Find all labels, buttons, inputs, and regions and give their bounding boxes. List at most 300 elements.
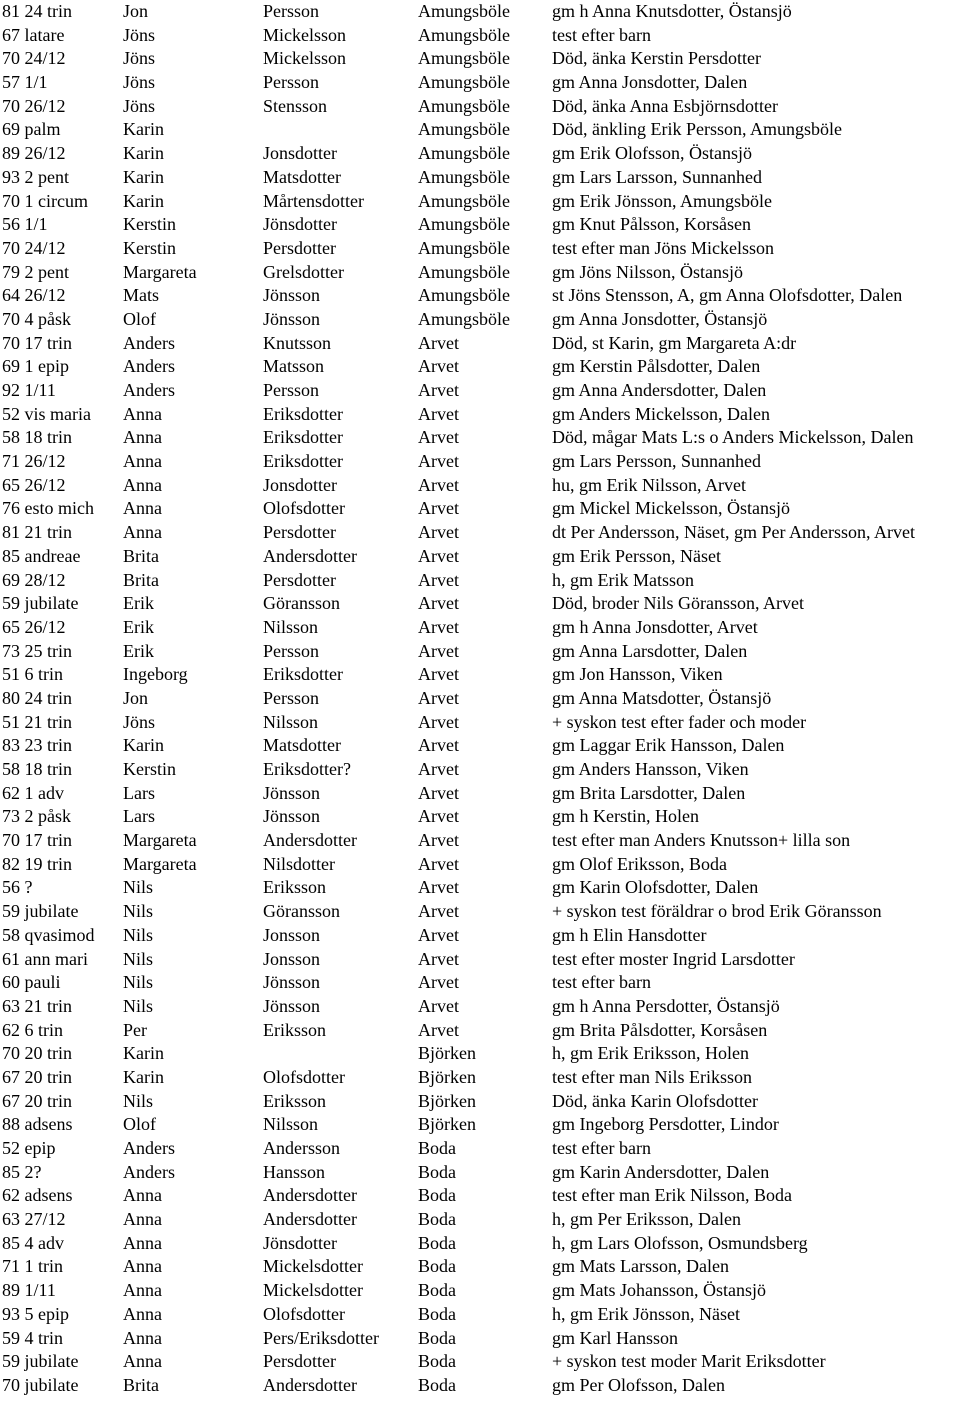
record-date: 70 17 trin (2, 830, 72, 851)
record-date: 70 20 trin (2, 1043, 72, 1064)
record-first-name: Jöns (123, 711, 156, 732)
record-first-name: Nils (123, 924, 154, 945)
record-place: Arvet (418, 924, 459, 945)
record-date: 73 2 påsk (2, 806, 71, 827)
record-surname: Jönsson (263, 782, 321, 803)
record-first-name: Erik (123, 593, 154, 614)
record-date: 63 21 trin (2, 995, 72, 1016)
record-surname: Mickelsson (263, 48, 346, 69)
table-row (0, 1232, 960, 1256)
record-note: test efter barn (552, 1138, 651, 1158)
record-place: Boda (418, 1185, 456, 1206)
record-date: 81 24 trin (2, 1, 72, 21)
record-place: Arvet (418, 640, 459, 661)
record-place: Amungsböle (418, 285, 510, 306)
record-first-name: Anna (123, 1303, 162, 1324)
record-note: test efter moster Ingrid Larsdotter (552, 948, 795, 969)
table-row (0, 545, 960, 569)
record-first-name: Jöns (123, 95, 156, 116)
table-row (0, 971, 960, 995)
table-row (0, 497, 960, 521)
record-first-name: Nils (123, 901, 154, 922)
record-note: gm Karl Hansson (552, 1327, 678, 1348)
record-place: Arvet (418, 593, 459, 614)
record-place: Arvet (418, 711, 459, 732)
record-date: 85 4 adv (2, 1232, 64, 1253)
record-surname: Nilsson (263, 711, 319, 732)
record-surname: Eriksson (263, 1019, 326, 1040)
table-row (0, 758, 960, 782)
record-date: 70 4 påsk (2, 308, 71, 329)
record-date: 52 vis maria (2, 403, 91, 424)
record-surname: Andersdotter (263, 1374, 357, 1395)
record-place: Boda (418, 1209, 456, 1230)
record-surname: Jönsdotter (263, 1232, 337, 1253)
record-surname: Eriksson (263, 877, 326, 898)
record-first-name: Karin (123, 735, 164, 756)
record-place: Amungsböle (418, 166, 510, 187)
table-row (0, 995, 960, 1019)
record-first-name: Anders (123, 1161, 175, 1182)
table-row (0, 711, 960, 735)
record-note: gm Ingeborg Persdotter, Lindor (552, 1114, 779, 1135)
record-first-name: Anders (123, 356, 175, 377)
record-surname: Persdotter (263, 237, 336, 258)
table-row (0, 1184, 960, 1208)
record-first-name: Anna (123, 1232, 162, 1253)
record-date: 73 25 trin (2, 640, 72, 661)
record-note: h, gm Erik Matsson (552, 569, 694, 590)
table-row (0, 1350, 960, 1374)
record-first-name: Karin (123, 190, 164, 211)
record-surname: Mickelsdotter (263, 1256, 363, 1277)
record-first-name: Brita (123, 545, 159, 566)
record-place: Arvet (418, 403, 459, 424)
record-date: 70 26/12 (2, 95, 66, 116)
record-note: gm Erik Jönsson, Amungsböle (552, 190, 773, 211)
record-surname: Persson (263, 1, 320, 21)
record-place: Amungsböle (418, 95, 510, 116)
record-place: Arvet (418, 427, 459, 448)
record-surname: Mickelsson (263, 24, 346, 45)
record-date: 71 26/12 (2, 451, 66, 472)
record-note: gm h Anna Jonsdotter, Arvet (552, 616, 758, 637)
record-place: Boda (418, 1374, 456, 1395)
record-note: gm Anna Larsdotter, Dalen (552, 640, 748, 661)
table-row (0, 261, 960, 285)
table-row (0, 948, 960, 972)
record-first-name: Nils (123, 995, 154, 1016)
record-surname: Knutsson (263, 332, 332, 353)
record-date: 70 24/12 (2, 48, 66, 69)
table-row (0, 876, 960, 900)
table-row (0, 1279, 960, 1303)
record-note: gm Anna Matsdotter, Östansjö (552, 687, 772, 708)
record-first-name: Lars (123, 782, 155, 803)
table-row (0, 474, 960, 498)
record-surname: Persson (263, 380, 320, 400)
record-note: gm Mats Larsson, Dalen (552, 1256, 729, 1277)
record-note: Död, änka Anna Esbjörnsdotter (552, 95, 778, 116)
record-note: gm Jöns Nilsson, Östansjö (552, 261, 744, 282)
record-first-name: Ingeborg (123, 664, 188, 685)
table-row (0, 734, 960, 758)
record-date: 59 4 trin (2, 1327, 63, 1348)
table-row (0, 379, 960, 403)
table-row (0, 166, 960, 190)
record-surname: Andersson (263, 1138, 340, 1158)
record-surname: Olofsdotter (263, 1303, 345, 1324)
record-date: 70 1 circum (2, 190, 88, 211)
table-row (0, 1208, 960, 1232)
record-place: Arvet (418, 498, 459, 519)
record-date: 83 23 trin (2, 735, 72, 756)
record-surname: Göransson (263, 593, 340, 614)
table-row (0, 308, 960, 332)
record-first-name: Anna (123, 403, 162, 424)
record-place: Amungsböle (418, 72, 510, 93)
record-note: test efter man Nils Eriksson (552, 1066, 752, 1087)
record-surname: Jonsdotter (263, 474, 337, 495)
record-note: test efter man Jöns Mickelsson (552, 237, 774, 258)
record-first-name: Jon (123, 687, 149, 708)
record-date: 60 pauli (2, 972, 61, 993)
record-note: test efter barn (552, 972, 651, 993)
record-surname: Hansson (263, 1161, 325, 1182)
record-place: Arvet (418, 853, 459, 874)
record-note: gm Brita Larsdotter, Dalen (552, 782, 746, 803)
record-note: Död, änka Karin Olofsdotter (552, 1090, 758, 1111)
record-surname: Jonsson (263, 948, 321, 969)
table-row (0, 47, 960, 71)
record-first-name: Anna (123, 1185, 162, 1206)
record-note: test efter man Anders Knutsson+ lilla son (552, 830, 851, 851)
record-note: Död, broder Nils Göransson, Arvet (552, 593, 804, 614)
record-note: gm Per Olofsson, Dalen (552, 1374, 725, 1395)
table-row (0, 213, 960, 237)
record-first-name: Kerstin (123, 759, 176, 779)
record-first-name: Margareta (123, 830, 197, 851)
record-surname: Jönsson (263, 972, 321, 993)
record-surname: Persson (263, 640, 320, 661)
record-place: Boda (418, 1303, 456, 1324)
table-row (0, 521, 960, 545)
record-place: Boda (418, 1138, 456, 1158)
record-date: 57 1/1 (2, 72, 48, 93)
record-surname: Matsdotter (263, 166, 341, 187)
record-place: Boda (418, 1256, 456, 1277)
record-place: Amungsböle (418, 308, 510, 329)
record-date: 69 28/12 (2, 569, 66, 590)
record-surname: Olofsdotter (263, 498, 345, 519)
record-note: gm Olof Eriksson, Boda (552, 853, 727, 874)
record-first-name: Anna (123, 1280, 162, 1301)
record-first-name: Jöns (123, 24, 156, 45)
record-date: 70 24/12 (2, 237, 66, 258)
record-date: 58 qvasimod (2, 924, 95, 945)
table-row (0, 1161, 960, 1185)
record-first-name: Anna (123, 474, 162, 495)
record-surname: Eriksdotter (263, 403, 343, 424)
record-first-name: Mats (123, 285, 159, 306)
record-date: 80 24 trin (2, 687, 72, 708)
record-date: 69 1 epip (2, 356, 69, 377)
record-note: + syskon test föräldrar o brod Erik Göransson (552, 901, 882, 922)
record-date: 62 adsens (2, 1185, 73, 1206)
record-date: 62 1 adv (2, 782, 64, 803)
table-row (0, 1255, 960, 1279)
record-surname: Mårtensdotter (263, 190, 364, 211)
record-surname: Andersdotter (263, 545, 357, 566)
record-first-name: Karin (123, 119, 164, 140)
record-date: 56 ? (2, 877, 33, 898)
record-note: Död, st Karin, gm Margareta A:dr (552, 332, 797, 353)
table-row (0, 450, 960, 474)
record-date: 93 5 epip (2, 1303, 69, 1324)
record-note: gm Jon Hansson, Viken (552, 664, 723, 685)
record-place: Arvet (418, 782, 459, 803)
record-surname: Jönsson (263, 806, 321, 827)
record-first-name: Jöns (123, 72, 156, 93)
record-surname: Grelsdotter (263, 261, 344, 282)
record-place: Björken (418, 1066, 476, 1087)
record-place: Arvet (418, 332, 459, 353)
record-note: h, gm Lars Olofsson, Osmundsberg (552, 1232, 808, 1253)
record-surname: Jönsson (263, 995, 321, 1016)
table-row (0, 592, 960, 616)
record-place: Arvet (418, 687, 459, 708)
record-place: Arvet (418, 995, 459, 1016)
record-surname: Andersdotter (263, 1185, 357, 1206)
table-row (0, 1113, 960, 1137)
table-row (0, 118, 960, 142)
table-row (0, 1374, 960, 1398)
record-surname: Andersdotter (263, 830, 357, 851)
record-first-name: Nils (123, 972, 154, 993)
record-note: gm h Elin Hansdotter (552, 924, 707, 945)
record-date: 85 andreae (2, 545, 81, 566)
record-date: 64 26/12 (2, 285, 66, 306)
record-first-name: Margareta (123, 261, 197, 282)
record-note: gm Karin Olofsdotter, Dalen (552, 877, 759, 898)
record-first-name: Karin (123, 1043, 164, 1064)
table-row (0, 782, 960, 806)
record-note: gm Mickel Mickelsson, Östansjö (552, 498, 790, 519)
record-place: Björken (418, 1114, 476, 1135)
table-row (0, 1327, 960, 1351)
record-first-name: Nils (123, 948, 154, 969)
record-place: Amungsböle (418, 237, 510, 258)
table-row (0, 924, 960, 948)
record-note: gm h Anna Persdotter, Östansjö (552, 995, 780, 1016)
record-date: 58 18 trin (2, 427, 72, 448)
table-row (0, 1066, 960, 1090)
record-surname: Eriksdotter (263, 664, 343, 685)
record-place: Arvet (418, 616, 459, 637)
record-date: 63 27/12 (2, 1209, 66, 1230)
record-surname: Mickelsdotter (263, 1280, 363, 1301)
record-date: 70 jubilate (2, 1374, 79, 1395)
record-place: Boda (418, 1232, 456, 1253)
record-place: Arvet (418, 1019, 459, 1040)
record-note: gm h Kerstin, Holen (552, 806, 699, 827)
record-date: 81 21 trin (2, 522, 72, 543)
record-place: Arvet (418, 806, 459, 827)
table-row (0, 640, 960, 664)
record-place: Arvet (418, 759, 459, 779)
table-row (0, 1303, 960, 1327)
record-note: gm Lars Larsson, Sunnanhed (552, 166, 762, 187)
table-row (0, 1019, 960, 1043)
record-place: Boda (418, 1327, 456, 1348)
table-row (0, 0, 960, 24)
record-surname: Göransson (263, 901, 340, 922)
record-place: Amungsböle (418, 24, 510, 45)
record-date: 69 palm (2, 119, 61, 140)
record-surname: Persson (263, 72, 320, 93)
table-row (0, 616, 960, 640)
record-place: Amungsböle (418, 143, 510, 164)
record-place: Arvet (418, 451, 459, 472)
record-date: 51 21 trin (2, 711, 72, 732)
record-surname: Olofsdotter (263, 1066, 345, 1087)
record-note: test efter barn (552, 24, 651, 45)
record-surname: Nilsson (263, 1114, 319, 1135)
table-row (0, 853, 960, 877)
record-date: 79 2 pent (2, 261, 69, 282)
record-note: Död, änka Kerstin Persdotter (552, 48, 761, 69)
record-first-name: Kerstin (123, 237, 176, 258)
record-first-name: Anna (123, 1351, 162, 1372)
record-first-name: Jon (123, 1, 149, 21)
record-first-name: Karin (123, 1066, 164, 1087)
record-first-name: Anna (123, 522, 162, 543)
record-place: Arvet (418, 948, 459, 969)
record-note: h, gm Erik Jönsson, Näset (552, 1303, 740, 1324)
record-surname: Nilsdotter (263, 853, 335, 874)
record-note: gm Lars Persson, Sunnanhed (552, 451, 761, 472)
record-surname: Eriksdotter? (263, 759, 351, 779)
table-row (0, 1042, 960, 1066)
table-row (0, 190, 960, 214)
record-date: 65 26/12 (2, 474, 66, 495)
record-date: 59 jubilate (2, 593, 79, 614)
record-surname: Persdotter (263, 569, 336, 590)
record-note: + syskon test efter fader och moder (552, 711, 807, 732)
record-note: gm Knut Pålsson, Korsåsen (552, 214, 751, 235)
record-surname: Persdotter (263, 522, 336, 543)
table-row (0, 1090, 960, 1114)
record-surname: Jönsson (263, 308, 321, 329)
record-first-name: Olof (123, 308, 156, 329)
table-row (0, 569, 960, 593)
record-date: 88 adsens (2, 1114, 73, 1135)
record-place: Arvet (418, 380, 459, 400)
record-first-name: Anna (123, 451, 162, 472)
record-first-name: Anders (123, 332, 175, 353)
record-place: Arvet (418, 877, 459, 898)
record-place: Amungsböle (418, 119, 510, 140)
record-note: gm Kerstin Pålsdotter, Dalen (552, 356, 761, 377)
record-first-name: Karin (123, 166, 164, 187)
record-surname: Jonsdotter (263, 143, 337, 164)
record-date: 51 6 trin (2, 664, 63, 685)
record-note: dt Per Andersson, Näset, gm Per Andersson, Arvet (552, 522, 915, 543)
record-place: Amungsböle (418, 261, 510, 282)
record-note: test efter man Erik Nilsson, Boda (552, 1185, 792, 1206)
record-date: 67 20 trin (2, 1066, 72, 1087)
table-row (0, 805, 960, 829)
record-date: 52 epip (2, 1138, 56, 1158)
record-date: 89 26/12 (2, 143, 66, 164)
record-date: 93 2 pent (2, 166, 69, 187)
record-note: gm Mats Johansson, Östansjö (552, 1280, 767, 1301)
record-date: 85 2? (2, 1161, 42, 1182)
record-date: 82 19 trin (2, 853, 72, 874)
record-place: Amungsböle (418, 214, 510, 235)
record-surname: Persson (263, 687, 320, 708)
table-row (0, 284, 960, 308)
record-date: 92 1/11 (2, 380, 56, 400)
record-date: 62 6 trin (2, 1019, 63, 1040)
record-place: Arvet (418, 972, 459, 993)
record-first-name: Lars (123, 806, 155, 827)
record-date: 70 17 trin (2, 332, 72, 353)
record-date: 56 1/1 (2, 214, 48, 235)
record-first-name: Anna (123, 1256, 162, 1277)
record-note: gm Anna Andersdotter, Dalen (552, 380, 767, 400)
record-place: Björken (418, 1090, 476, 1111)
table-row (0, 237, 960, 261)
record-first-name: Anders (123, 380, 175, 400)
record-place: Arvet (418, 474, 459, 495)
record-place: Arvet (418, 522, 459, 543)
record-date: 65 26/12 (2, 616, 66, 637)
record-surname: Eriksdotter (263, 451, 343, 472)
record-date: 76 esto mich (2, 498, 94, 519)
table-row (0, 663, 960, 687)
record-first-name: Jöns (123, 48, 156, 69)
record-date: 59 jubilate (2, 901, 79, 922)
record-date: 67 latare (2, 24, 65, 45)
table-row (0, 332, 960, 356)
record-first-name: Erik (123, 616, 154, 637)
record-first-name: Erik (123, 640, 154, 661)
table-row (0, 687, 960, 711)
record-note: st Jöns Stensson, A, gm Anna Olofsdotter, Dalen (552, 285, 903, 306)
table-row (0, 426, 960, 450)
record-date: 89 1/11 (2, 1280, 56, 1301)
record-note: gm Brita Pålsdotter, Korsåsen (552, 1019, 768, 1040)
record-note: h, gm Erik Eriksson, Holen (552, 1043, 749, 1064)
table-row (0, 403, 960, 427)
record-surname: Matsson (263, 356, 325, 377)
record-surname: Stensson (263, 95, 328, 116)
record-note: gm Erik Persson, Näset (552, 545, 721, 566)
table-row (0, 95, 960, 119)
record-surname: Nilsson (263, 616, 319, 637)
record-surname: Eriksdotter (263, 427, 343, 448)
record-note: gm Anna Jonsdotter, Östansjö (552, 308, 768, 329)
record-first-name: Brita (123, 569, 159, 590)
record-first-name: Margareta (123, 853, 197, 874)
record-place: Arvet (418, 356, 459, 377)
record-surname: Jönsdotter (263, 214, 337, 235)
record-first-name: Anna (123, 1209, 162, 1230)
record-date: 58 18 trin (2, 759, 72, 779)
table-row (0, 900, 960, 924)
record-place: Arvet (418, 830, 459, 851)
